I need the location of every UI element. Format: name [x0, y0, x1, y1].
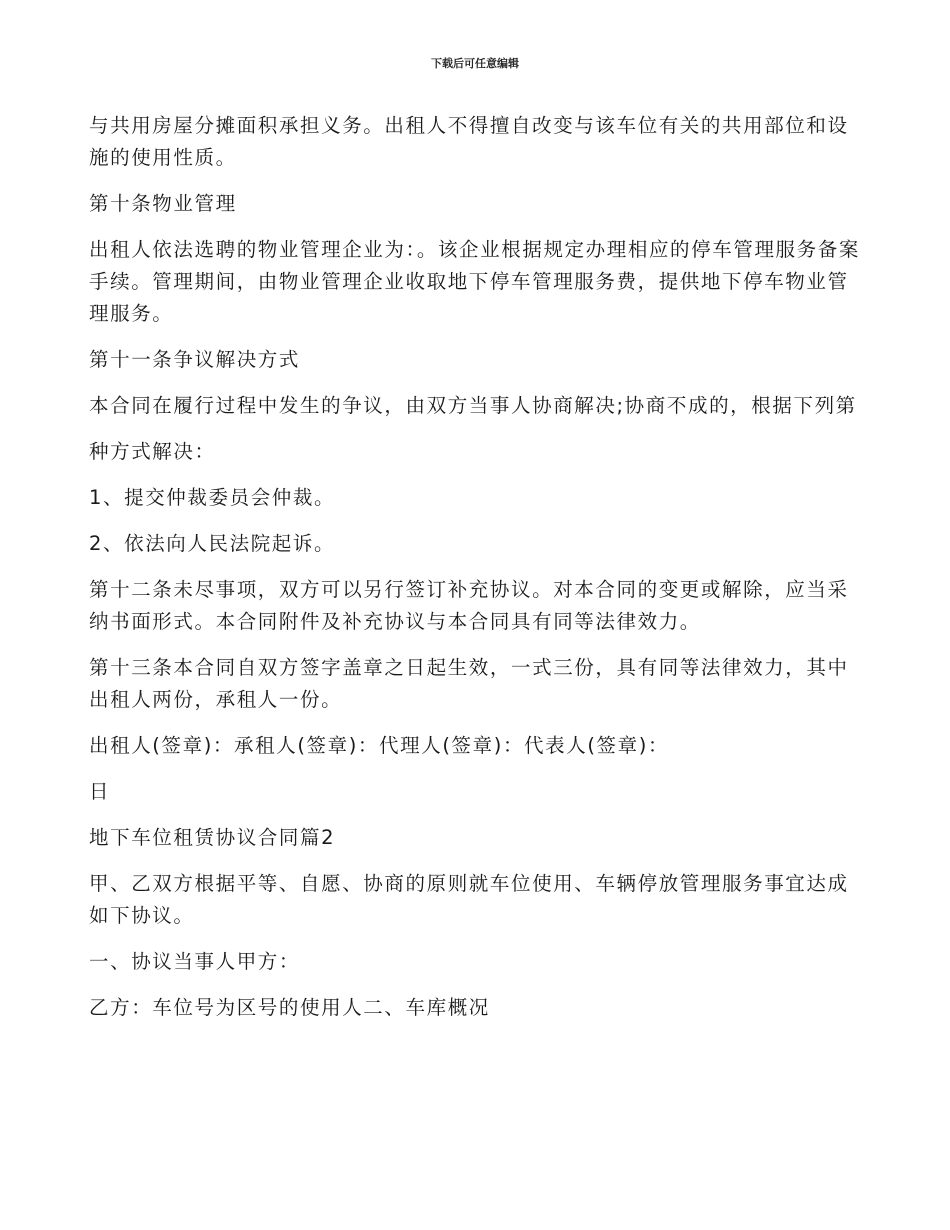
paragraph-party-b: 乙方：车位号为区号的使用人二、车库概况	[89, 996, 490, 1019]
heading-article-10: 第十条物业管理	[89, 192, 237, 215]
paragraph-article-13: 第十三条本合同自双方签字盖章之日起生效，一式三份，具有同等法律效力，其中出租人两份，承租人一份。	[89, 656, 849, 711]
paragraph-article-12: 第十二条未尽事项，双方可以另行签订补充协议。对本合同的变更或解除，应当采纳书面形式。本合同附件及补充协议与本合同具有同等法律效力。	[89, 578, 849, 633]
heading-article-11: 第十一条争议解决方式	[89, 348, 301, 371]
document-body	[89, 110, 864, 1038]
section-title-contract-2: 地下车位租赁协议合同篇2	[89, 826, 336, 849]
paragraph-party-a: 一、协议当事人甲方：	[89, 950, 301, 973]
paragraph-agreement-intro: 甲、乙双方根据平等、自愿、协商的原则就车位使用、车辆停放管理服务事宜达成如下协议。	[89, 872, 849, 927]
list-item-lawsuit: 2、依法向人民法院起诉。	[89, 532, 336, 555]
date-line: 日	[89, 780, 111, 803]
page-header: 下载后可任意编辑	[431, 57, 519, 70]
paragraph-property-management: 出租人依法选聘的物业管理企业为：。该企业根据规定办理相应的停车管理服务备案手续。管理期间，由物业管理企业收取地下停车管理服务费，提供地下停车物业管理服务。	[89, 238, 860, 325]
paragraph-shared-area: 与共用房屋分摊面积承担义务。出租人不得擅自改变与该车位有关的共用部位和设施的使用性质。	[89, 114, 849, 169]
signature-line: 出租人(签章)：承租人(签章)：代理人(签章)：代表人(签章)：	[89, 734, 670, 757]
paragraph-dispute: 本合同在履行过程中发生的争议，由双方当事人协商解决;协商不成的，根据下列第	[89, 394, 857, 417]
paragraph-resolution-methods: 种方式解决：	[89, 440, 216, 463]
list-item-arbitration: 1、提交仲裁委员会仲裁。	[89, 486, 336, 509]
